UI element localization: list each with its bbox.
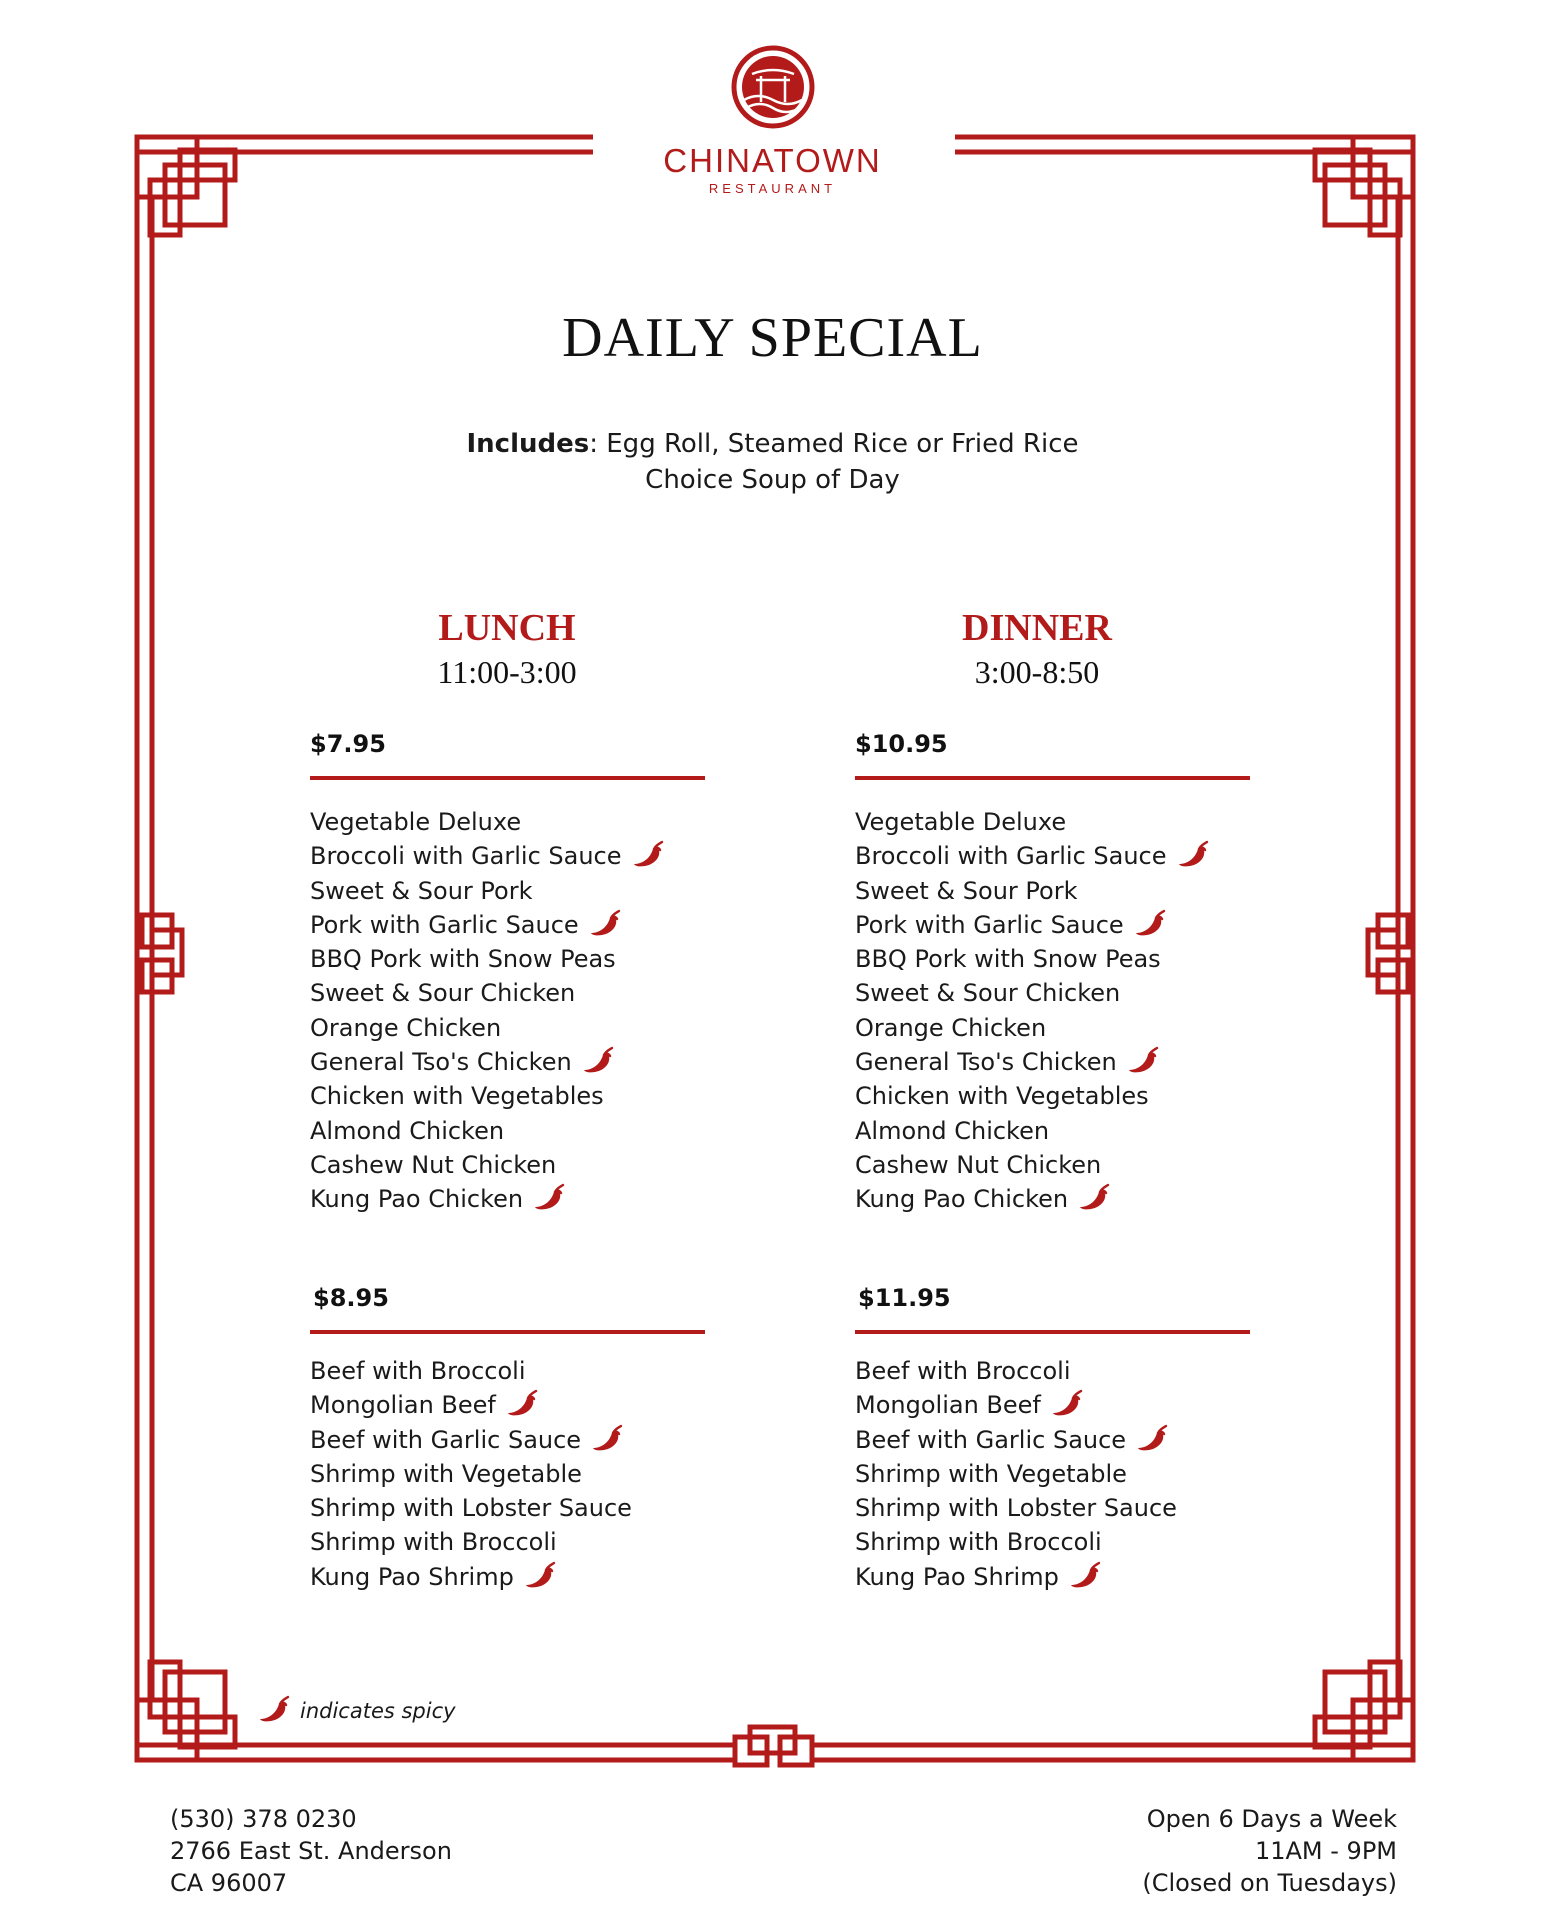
dinner-title: DINNER xyxy=(962,607,1112,649)
chili-pepper-icon xyxy=(1051,1388,1085,1418)
menu-item xyxy=(855,1148,1211,1182)
lunch-list-2 xyxy=(310,1354,632,1594)
hours-line-1: Open 6 Days a Week xyxy=(1146,1805,1397,1833)
page-title: DAILY SPECIAL xyxy=(562,307,983,369)
menu-item xyxy=(310,1148,666,1182)
includes-line-2: Choice Soup of Day xyxy=(645,465,900,495)
menu-item-name: Beef with Garlic Sauce xyxy=(855,1425,1127,1454)
menu-item-name: Shrimp with Lobster Sauce xyxy=(855,1494,1177,1523)
menu-item xyxy=(855,1491,1177,1525)
menu-item xyxy=(855,1182,1211,1216)
dinner-list-1 xyxy=(855,805,1211,1217)
menu-item xyxy=(310,1045,666,1079)
chili-pepper-icon xyxy=(589,908,623,938)
menu-item-name: Beef with Broccoli xyxy=(310,1357,526,1385)
dinner-list-2 xyxy=(855,1354,1177,1594)
menu-item xyxy=(855,942,1211,976)
menu-item-name: Pork with Garlic Sauce xyxy=(855,910,1124,939)
dinner-time: 3:00-8:50 xyxy=(974,654,1100,690)
dinner-heading xyxy=(827,606,1247,694)
menu-item-name: Pork with Garlic Sauce xyxy=(310,910,579,939)
menu-item-name: Cashew Nut Chicken xyxy=(310,1150,557,1179)
menu-item-name: Shrimp with Lobster Sauce xyxy=(310,1494,632,1523)
menu-item xyxy=(310,805,666,839)
menu-item xyxy=(310,1560,632,1594)
menu-item xyxy=(855,976,1211,1010)
menu-item xyxy=(310,1423,632,1457)
address-line-1: 2766 East St. Anderson xyxy=(170,1837,452,1865)
chili-pepper-icon xyxy=(506,1388,540,1418)
menu-item-name: Kung Pao Shrimp xyxy=(855,1562,1059,1591)
gate-emblem-icon xyxy=(730,44,816,130)
includes-note xyxy=(0,426,1545,498)
menu-item-name: Shrimp with Vegetable xyxy=(310,1459,582,1488)
menu-item-name: Vegetable Deluxe xyxy=(855,808,1067,836)
chili-pepper-icon xyxy=(1134,908,1168,938)
menu-item-name: Beef with Broccoli xyxy=(855,1357,1071,1385)
chili-pepper-icon xyxy=(533,1182,567,1212)
menu-item xyxy=(855,1045,1211,1079)
address-line-2: CA 96007 xyxy=(170,1869,288,1897)
menu-item-name: Orange Chicken xyxy=(310,1013,502,1042)
menu-item-name: Sweet & Sour Chicken xyxy=(855,979,1121,1008)
menu-item xyxy=(310,839,666,873)
menu-item-name: Almond Chicken xyxy=(310,1116,505,1145)
lunch-time: 11:00-3:00 xyxy=(437,654,577,690)
menu-item xyxy=(310,1114,666,1148)
menu-item xyxy=(855,1011,1211,1045)
menu-item-name: Sweet & Sour Chicken xyxy=(310,979,576,1008)
menu-item-name: General Tso's Chicken xyxy=(855,1048,1117,1077)
dinner-divider-1 xyxy=(855,776,1250,780)
includes-line-1: : Egg Roll, Steamed Rice or Fried Rice xyxy=(589,429,1079,459)
menu-item xyxy=(310,874,666,908)
includes-label: Includes xyxy=(466,429,590,459)
menu-item xyxy=(310,1525,632,1559)
lunch-heading xyxy=(297,606,717,694)
menu-item-name: Mongolian Beef xyxy=(855,1391,1041,1420)
menu-item-name: Broccoli with Garlic Sauce xyxy=(855,842,1167,871)
menu-item-name: Almond Chicken xyxy=(855,1116,1050,1145)
chili-pepper-icon xyxy=(524,1560,558,1590)
lunch-list-1 xyxy=(310,805,666,1217)
menu-item-name: Mongolian Beef xyxy=(310,1391,496,1420)
chili-pepper-icon xyxy=(591,1423,625,1453)
menu-item xyxy=(855,839,1211,873)
menu-item xyxy=(310,942,666,976)
menu-item-name: Vegetable Deluxe xyxy=(310,808,522,836)
menu-item xyxy=(855,805,1211,839)
chili-pepper-icon xyxy=(1136,1423,1170,1453)
spicy-legend xyxy=(258,1697,456,1727)
menu-item-name: General Tso's Chicken xyxy=(310,1048,572,1077)
menu-item-name: Kung Pao Chicken xyxy=(855,1185,1069,1214)
menu-item-name: Chicken with Vegetables xyxy=(310,1082,604,1111)
menu-item xyxy=(310,1457,632,1491)
contact-info xyxy=(170,1803,452,1899)
hours-line-2: 11AM - 9PM xyxy=(1254,1837,1397,1865)
chili-pepper-icon xyxy=(1177,839,1211,869)
lunch-divider-2 xyxy=(310,1330,705,1334)
menu-item xyxy=(855,1457,1177,1491)
brand-subtitle: RESTAURANT xyxy=(708,181,837,196)
menu-item xyxy=(855,1354,1177,1388)
chili-pepper-icon xyxy=(632,839,666,869)
chili-pepper-icon xyxy=(1078,1182,1112,1212)
menu-item xyxy=(310,976,666,1010)
menu-item xyxy=(310,1011,666,1045)
lunch-divider-1 xyxy=(310,776,705,780)
brand-name: CHINATOWN xyxy=(663,142,882,179)
chili-pepper-icon xyxy=(258,1694,292,1724)
hours-line-3: (Closed on Tuesdays) xyxy=(1142,1869,1397,1897)
chili-pepper-icon xyxy=(1127,1045,1161,1075)
menu-item-name: Orange Chicken xyxy=(855,1013,1047,1042)
menu-item-name: Shrimp with Broccoli xyxy=(310,1528,557,1557)
menu-item-name: Sweet & Sour Pork xyxy=(855,876,1078,905)
menu-item-name: Broccoli with Garlic Sauce xyxy=(310,842,622,871)
menu-item xyxy=(310,1354,632,1388)
menu-item xyxy=(855,908,1211,942)
menu-item-name: Kung Pao Chicken xyxy=(310,1185,524,1214)
lunch-price-1: $7.95 xyxy=(310,730,386,758)
menu-item-name: BBQ Pork with Snow Peas xyxy=(855,945,1161,974)
menu-item xyxy=(310,1388,632,1422)
menu-item-name: Cashew Nut Chicken xyxy=(855,1150,1102,1179)
menu-item xyxy=(855,1525,1177,1559)
menu-item xyxy=(855,874,1211,908)
menu-item-name: BBQ Pork with Snow Peas xyxy=(310,945,616,974)
menu-item xyxy=(855,1114,1211,1148)
menu-item-name: Shrimp with Vegetable xyxy=(855,1459,1127,1488)
chili-pepper-icon xyxy=(582,1045,616,1075)
menu-item xyxy=(855,1423,1177,1457)
lunch-price-2: $8.95 xyxy=(313,1284,389,1312)
menu-item xyxy=(855,1388,1177,1422)
menu-item-name: Chicken with Vegetables xyxy=(855,1082,1149,1111)
menu-item-name: Shrimp with Broccoli xyxy=(855,1528,1102,1557)
menu-item-name: Sweet & Sour Pork xyxy=(310,876,533,905)
menu-item xyxy=(310,1182,666,1216)
phone-number: (530) 378 0230 xyxy=(170,1805,357,1833)
menu-item xyxy=(310,1079,666,1113)
dinner-divider-2 xyxy=(855,1330,1250,1334)
lunch-title: LUNCH xyxy=(438,607,576,649)
dinner-price-2: $11.95 xyxy=(858,1284,951,1312)
menu-item-name: Kung Pao Shrimp xyxy=(310,1562,514,1591)
menu-item xyxy=(855,1560,1177,1594)
menu-item-name: Beef with Garlic Sauce xyxy=(310,1425,582,1454)
chili-pepper-icon xyxy=(1069,1560,1103,1590)
menu-item xyxy=(310,1491,632,1525)
legend-text: indicates spicy xyxy=(300,1699,456,1723)
menu-item xyxy=(310,908,666,942)
menu-item xyxy=(855,1079,1211,1113)
dinner-price-1: $10.95 xyxy=(855,730,948,758)
restaurant-logo xyxy=(0,44,1545,196)
opening-hours xyxy=(1142,1803,1397,1899)
